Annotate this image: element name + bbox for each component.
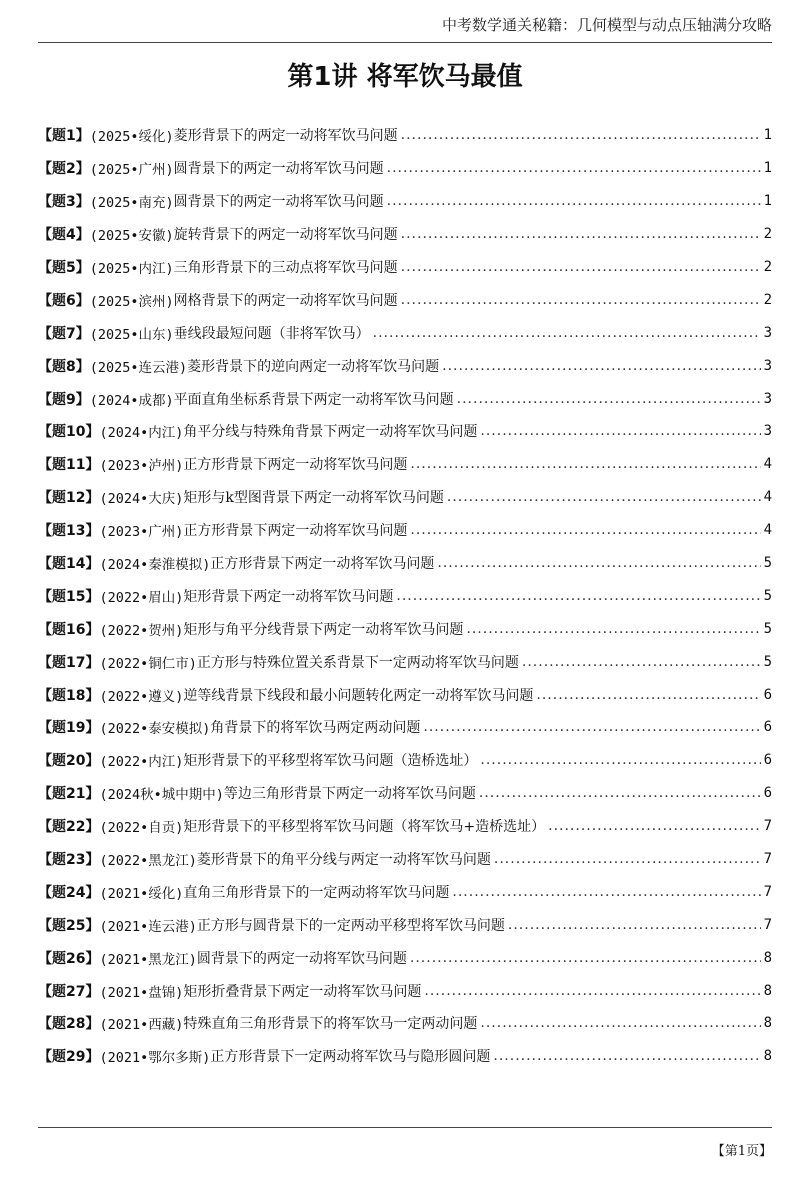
toc-source: (2021•西藏) — [99, 1017, 184, 1034]
toc-page-number: 7 — [763, 883, 772, 900]
toc-leader-dots — [493, 1048, 760, 1064]
toc-topic: 网格背景下的两定一动将军饮马问题 — [173, 292, 398, 309]
toc-topic: 旋转背景下的两定一动将军饮马问题 — [173, 227, 398, 244]
toc-entry[interactable] — [38, 349, 772, 382]
toc-topic: 直角三角形背景下的一定两动将军饮马问题 — [183, 884, 450, 901]
toc-topic: 逆等线背景下线段和最小问题转化两定一动将军饮马问题 — [183, 687, 534, 704]
toc-question-number: 【题17】 — [38, 654, 100, 671]
toc-topic: 等边三角形背景下两定一动将军饮马问题 — [223, 786, 476, 803]
toc-question-number: 【题1】 — [38, 128, 90, 145]
toc-leader-dots — [480, 1015, 760, 1031]
toc-question-number: 【题19】 — [38, 720, 100, 737]
toc-page-number: 8 — [763, 1015, 772, 1032]
toc-topic: 正方形与特殊位置关系背景下一定两动将军饮马问题 — [196, 654, 519, 671]
toc-entry[interactable] — [38, 810, 772, 843]
toc-leader-dots — [373, 325, 761, 341]
toc-page-number: 5 — [763, 555, 772, 572]
toc-leader-dots — [401, 292, 761, 308]
footer-page-number: 【第1页】 — [711, 1144, 772, 1159]
toc-topic: 三角形背景下的三动点将军饮马问题 — [173, 260, 398, 276]
toc-topic: 角平分线与特殊角背景下两定一动将军饮马问题 — [183, 424, 478, 441]
toc-entry[interactable] — [38, 908, 772, 941]
toc-question-number: 【题3】 — [38, 194, 90, 211]
toc-leader-dots — [494, 851, 761, 867]
toc-topic: 菱形背景下的逆向两定一动将军饮马问题 — [187, 358, 440, 375]
toc-topic: 圆背景下的两定一动将军饮马问题 — [173, 161, 384, 178]
toc-source: (2023•泸州) — [99, 458, 184, 475]
toc-source: (2021•黑龙江) — [99, 951, 197, 968]
toc-entry[interactable] — [38, 316, 772, 349]
toc-question-number: 【题29】 — [38, 1049, 100, 1066]
toc-source: (2022•遵义) — [99, 688, 184, 705]
toc-leader-dots — [536, 687, 760, 703]
toc-page-number: 5 — [763, 620, 772, 637]
toc-question-number: 【题5】 — [38, 260, 90, 276]
running-header: 中考数学通关秘籍：几何模型与动点压轴满分攻略 — [441, 16, 772, 34]
toc-leader-dots — [387, 160, 761, 176]
toc-question-number: 【题23】 — [38, 852, 100, 869]
toc-topic: 矩形背景下两定一动将军饮马问题 — [183, 588, 394, 605]
toc-leader-dots — [396, 588, 760, 604]
toc-question-number: 【题13】 — [38, 523, 100, 540]
toc-source: (2025•安徽) — [89, 228, 174, 245]
toc-source: (2024•秦淮模拟) — [99, 557, 211, 574]
toc-leader-dots — [437, 555, 760, 571]
toc-leader-dots — [466, 621, 760, 637]
toc-topic: 垂线段最短问题（非将军饮马） — [173, 325, 370, 342]
toc-leader-dots — [410, 950, 761, 966]
toc-topic: 特殊直角三角形背景下的将军饮马一定两动问题 — [183, 1016, 478, 1033]
toc-leader-dots — [423, 719, 760, 735]
toc-topic: 正方形与圆背景下的一定两动平移型将军饮马问题 — [196, 917, 505, 934]
toc-leader-dots — [508, 917, 761, 933]
toc-question-number: 【题2】 — [38, 161, 90, 178]
toc-topic: 正方形背景下两定一动将军饮马问题 — [183, 523, 408, 540]
toc-topic: 角背景下的将军饮马两定两动问题 — [210, 720, 421, 737]
toc-source: (2024•内江) — [99, 425, 184, 442]
toc-leader-dots — [401, 259, 761, 275]
toc-leader-dots — [548, 818, 760, 834]
toc-question-number: 【题26】 — [38, 950, 100, 967]
toc-question-number: 【题20】 — [38, 753, 100, 770]
toc-question-number: 【题7】 — [38, 325, 90, 342]
toc-entry[interactable] — [38, 612, 772, 645]
toc-topic: 矩形与角平分线背景下两定一动将军饮马问题 — [183, 621, 464, 638]
toc-topic: 矩形折叠背景下两定一动将军饮马问题 — [183, 983, 422, 1000]
toc-topic: 正方形背景下两定一动将军饮马问题 — [183, 457, 408, 474]
toc-source: (2022•内江) — [99, 754, 184, 771]
toc-entry[interactable] — [38, 777, 772, 810]
toc-topic: 正方形背景下一定两动将军饮马与隐形圆问题 — [210, 1049, 491, 1066]
toc-source: (2022•贺州) — [99, 622, 184, 639]
toc-page-number: 6 — [763, 785, 772, 802]
toc-entry[interactable] — [38, 711, 772, 744]
toc-entry[interactable] — [38, 875, 772, 908]
toc-source: (2021•绥化) — [99, 885, 184, 902]
toc-page-number: 3 — [763, 423, 772, 440]
toc-topic: 圆背景下的两定一动将军饮马问题 — [173, 194, 384, 211]
toc-question-number: 【题22】 — [38, 819, 100, 836]
toc-topic: 菱形背景下的角平分线与两定一动将军饮马问题 — [196, 852, 491, 869]
toc-page-number: 6 — [763, 719, 772, 736]
toc-question-number: 【题18】 — [38, 687, 100, 704]
toc-leader-dots — [401, 226, 761, 242]
toc-question-number: 【题11】 — [38, 457, 100, 474]
toc-leader-dots — [480, 423, 760, 439]
toc-leader-dots — [401, 127, 761, 143]
toc-leader-dots — [452, 884, 760, 900]
toc-leader-dots — [442, 358, 760, 374]
toc-question-number: 【题24】 — [38, 884, 100, 901]
toc-question-number: 【题10】 — [38, 424, 100, 441]
toc-page-number: 6 — [763, 752, 772, 769]
toc-source: (2022•铜仁市) — [99, 655, 197, 672]
toc-page-number: 8 — [763, 1048, 772, 1065]
toc-source: (2023•广州) — [99, 524, 184, 541]
toc-page-number: 1 — [763, 193, 772, 210]
toc-entry[interactable] — [38, 382, 772, 415]
toc-question-number: 【题12】 — [38, 490, 100, 507]
toc-topic: 平面直角坐标系背景下两定一动将军饮马问题 — [173, 391, 454, 408]
toc-source: (2022•眉山) — [99, 589, 184, 606]
toc-page-number: 7 — [763, 818, 772, 835]
toc-page-number: 5 — [763, 587, 772, 604]
toc-question-number: 【题25】 — [38, 917, 100, 934]
header-divider — [38, 42, 772, 43]
toc-question-number: 【题28】 — [38, 1016, 100, 1033]
toc-source: (2024•成都) — [89, 392, 174, 409]
toc-entry[interactable] — [38, 645, 772, 678]
toc-leader-dots — [522, 654, 761, 670]
toc-leader-dots — [410, 522, 760, 538]
toc-leader-dots — [479, 785, 761, 801]
toc-page-number: 2 — [763, 259, 772, 275]
toc-source: (2024•大庆) — [99, 491, 184, 508]
toc-topic: 矩形与k型图背景下两定一动将军饮马问题 — [183, 490, 444, 507]
toc-source: (2025•绥化) — [89, 129, 174, 146]
toc-topic: 菱形背景下的两定一动将军饮马问题 — [173, 128, 398, 145]
toc-source: (2025•南充) — [89, 195, 174, 212]
toc-entry[interactable] — [38, 251, 772, 284]
toc-entry[interactable] — [38, 218, 772, 251]
toc-topic: 正方形背景下两定一动将军饮马问题 — [210, 556, 435, 573]
toc-entry[interactable] — [38, 744, 772, 777]
toc-source: (2024秋•城中期中) — [99, 787, 224, 804]
toc-entry[interactable] — [38, 678, 772, 711]
toc-source: (2025•连云港) — [89, 359, 188, 376]
toc-entry[interactable] — [38, 974, 772, 1007]
toc-question-number: 【题15】 — [38, 588, 100, 605]
toc-source: (2021•盘锦) — [99, 984, 184, 1001]
toc-entry[interactable] — [38, 185, 772, 218]
toc-page-number: 7 — [763, 851, 772, 868]
toc-topic: 矩形背景下的平移型将军饮马问题（将军饮马+造桥选址） — [183, 819, 546, 836]
toc-question-number: 【题9】 — [38, 391, 90, 408]
toc-entry[interactable] — [38, 1007, 772, 1040]
toc-source: (2022•泰安模拟) — [99, 721, 211, 738]
toc-source: (2025•山东) — [89, 326, 174, 343]
toc-entry[interactable] — [38, 547, 772, 580]
toc-page-number: 3 — [763, 390, 772, 407]
toc-entry[interactable] — [38, 514, 772, 547]
toc-source: (2021•连云港) — [99, 918, 197, 935]
toc-question-number: 【题8】 — [38, 358, 90, 375]
toc-leader-dots — [447, 489, 761, 505]
toc-source: (2021•鄂尔多斯) — [99, 1050, 211, 1067]
toc-entry[interactable] — [38, 481, 772, 514]
footer-divider — [38, 1127, 772, 1128]
toc-entry[interactable] — [38, 448, 772, 481]
toc-entry[interactable] — [38, 579, 772, 612]
toc-leader-dots — [387, 193, 761, 209]
toc-source: (2022•黑龙江) — [99, 853, 197, 870]
toc-page-number: 4 — [763, 522, 772, 539]
toc-source: (2025•内江) — [89, 261, 174, 277]
toc-page-number: 8 — [763, 949, 772, 966]
toc-page-number: 2 — [763, 226, 772, 243]
table-of-contents — [38, 119, 772, 1073]
toc-question-number: 【题4】 — [38, 227, 90, 244]
toc-question-number: 【题21】 — [38, 786, 100, 803]
toc-page-number: 4 — [763, 489, 772, 506]
toc-page-number: 5 — [763, 653, 772, 670]
toc-page-number: 3 — [763, 357, 772, 374]
toc-source: (2025•广州) — [89, 162, 174, 179]
toc-question-number: 【题16】 — [38, 621, 100, 638]
toc-entry[interactable] — [38, 119, 772, 152]
toc-entry[interactable] — [38, 1040, 772, 1073]
toc-entry[interactable] — [38, 415, 772, 448]
toc-page-number: 1 — [763, 127, 772, 144]
toc-leader-dots — [480, 752, 760, 768]
toc-page-number: 1 — [763, 160, 772, 177]
page-title: 第1讲 将军饮马最值 — [287, 62, 523, 92]
toc-entry[interactable] — [38, 152, 772, 185]
toc-source: (2025•滨州) — [89, 293, 174, 310]
toc-page-number: 2 — [763, 291, 772, 308]
toc-question-number: 【题14】 — [38, 556, 100, 573]
toc-question-number: 【题6】 — [38, 292, 90, 309]
toc-entry[interactable] — [38, 283, 772, 316]
toc-source: (2022•自贡) — [99, 820, 184, 837]
toc-leader-dots — [424, 983, 760, 999]
toc-entry[interactable] — [38, 941, 772, 974]
toc-page-number: 3 — [763, 324, 772, 341]
toc-page-number: 6 — [763, 686, 772, 703]
toc-page-number: 7 — [763, 916, 772, 933]
toc-topic: 圆背景下的两定一动将军饮马问题 — [196, 950, 407, 967]
toc-entry[interactable] — [38, 843, 772, 876]
toc-leader-dots — [457, 391, 761, 407]
toc-page-number: 8 — [763, 982, 772, 999]
toc-leader-dots — [410, 456, 760, 472]
toc-page-number: 4 — [763, 456, 772, 473]
toc-topic: 矩形背景下的平移型将军饮马问题（造桥选址） — [183, 753, 478, 770]
toc-question-number: 【题27】 — [38, 983, 100, 1000]
